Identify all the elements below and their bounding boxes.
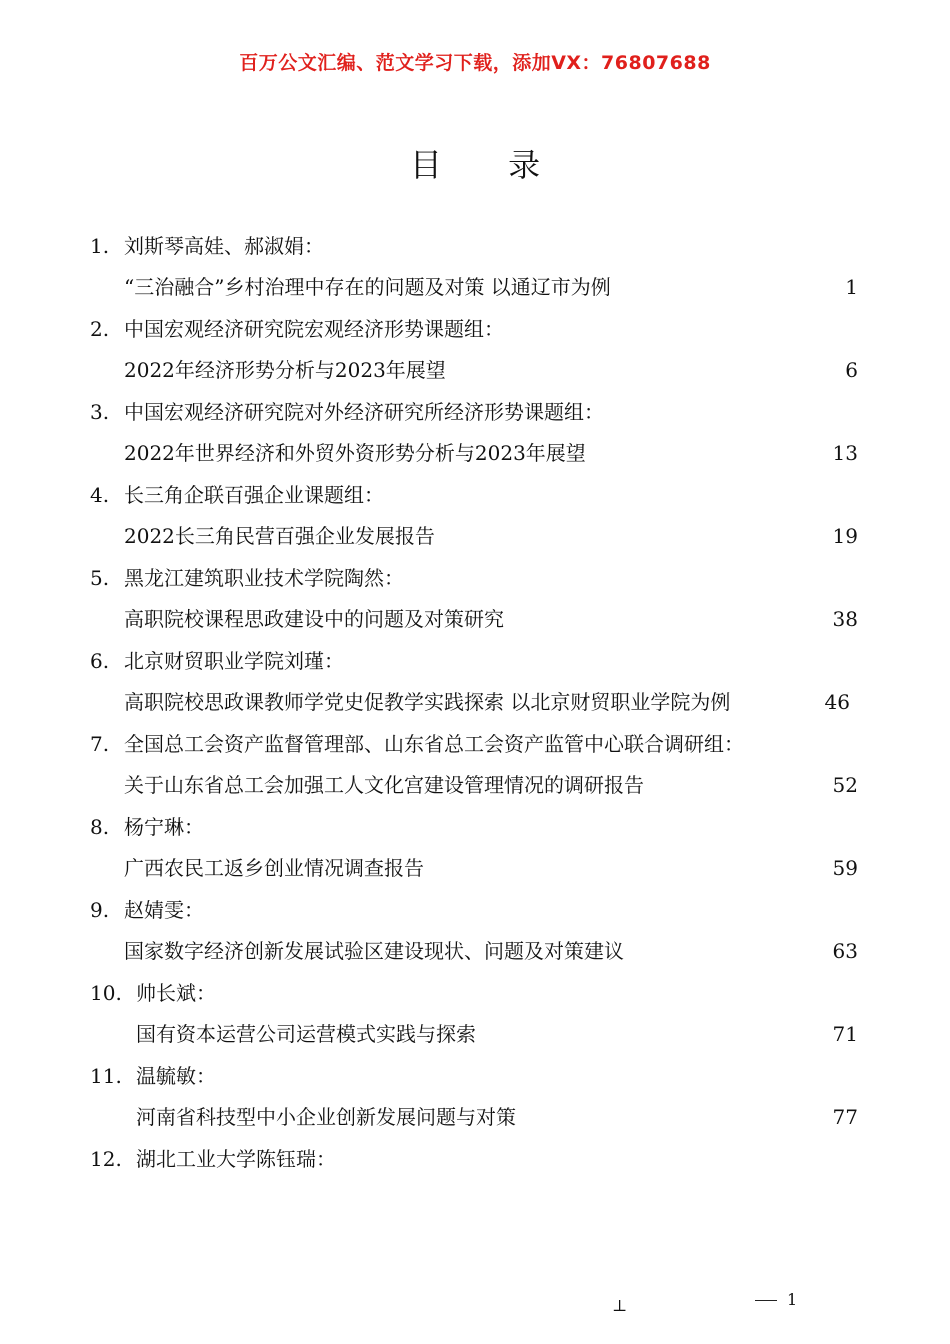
toc-entry bbox=[0, 309, 950, 392]
entry-page: 59 bbox=[832, 856, 858, 880]
entry-number: 9. bbox=[90, 898, 110, 922]
toc-entry bbox=[0, 475, 950, 558]
entry-number: 11. bbox=[90, 1064, 122, 1088]
entry-author: 帅长斌： bbox=[136, 981, 216, 1005]
entry-author: 中国宏观经济研究院宏观经济形势课题组： bbox=[124, 317, 504, 341]
toc-entry bbox=[0, 973, 950, 1056]
entry-author: 长三角企联百强企业课题组： bbox=[124, 483, 384, 507]
entry-title[interactable]: 高职院校思政课教师学党史促教学实践探索 以北京财贸职业学院为例 bbox=[124, 690, 731, 714]
footer-page-number bbox=[755, 1290, 797, 1309]
entry-author: 刘斯琴高娃、郝淑娟： bbox=[124, 234, 324, 258]
entry-title[interactable]: “三治融合”乡村治理中存在的问题及对策 以通辽市为例 bbox=[124, 275, 611, 299]
table-of-contents bbox=[0, 226, 950, 1222]
entry-number: 2. bbox=[90, 317, 110, 341]
entry-number: 5. bbox=[90, 566, 110, 590]
entry-number: 10. bbox=[90, 981, 122, 1005]
entry-page: 38 bbox=[832, 607, 858, 631]
toc-entry bbox=[0, 1056, 950, 1139]
entry-page: 71 bbox=[832, 1022, 858, 1046]
entry-author: 湖北工业大学陈钰瑞： bbox=[136, 1147, 336, 1171]
entry-number: 8. bbox=[90, 815, 110, 839]
toc-entry bbox=[0, 641, 950, 724]
entry-title[interactable]: 2022年经济形势分析与2023年展望 bbox=[124, 358, 446, 382]
toc-entry bbox=[0, 724, 950, 807]
entry-page: 6 bbox=[845, 358, 858, 382]
entry-author: 北京财贸职业学院刘瑾： bbox=[124, 649, 344, 673]
entry-author: 杨宁琳： bbox=[124, 815, 204, 839]
entry-title[interactable]: 2022年世界经济和外贸外资形势分析与2023年展望 bbox=[124, 441, 586, 465]
entry-title[interactable]: 国家数字经济创新发展试验区建设现状、问题及对策建议 bbox=[124, 939, 624, 963]
watermark-header: 百万公文汇编、范文学习下载，添加VX：76807688 bbox=[239, 52, 711, 74]
footer-dash bbox=[755, 1300, 777, 1301]
entry-title[interactable]: 关于山东省总工会加强工人文化宫建设管理情况的调研报告 bbox=[124, 773, 644, 797]
page-title: 目 录 bbox=[409, 146, 569, 184]
toc-entry bbox=[0, 807, 950, 890]
entry-number: 1. bbox=[90, 234, 110, 258]
entry-page: 46 bbox=[824, 690, 850, 714]
entry-page: 13 bbox=[832, 441, 858, 465]
entry-author: 中国宏观经济研究院对外经济研究所经济形势课题组： bbox=[124, 400, 604, 424]
entry-number: 4. bbox=[90, 483, 110, 507]
entry-title[interactable]: 高职院校课程思政建设中的问题及对策研究 bbox=[124, 607, 504, 631]
toc-entry bbox=[0, 226, 950, 309]
entry-number: 6. bbox=[90, 649, 110, 673]
entry-title[interactable]: 广西农民工返乡创业情况调查报告 bbox=[124, 856, 424, 880]
page-number: 1 bbox=[787, 1290, 798, 1309]
entry-title[interactable]: 2022长三角民营百强企业发展报告 bbox=[124, 524, 435, 548]
footer-mark: ⊥ bbox=[612, 1296, 628, 1315]
entry-author: 全国总工会资产监督管理部、山东省总工会资产监管中心联合调研组： bbox=[124, 732, 744, 756]
entry-author: 温毓敏： bbox=[136, 1064, 216, 1088]
entry-page: 77 bbox=[832, 1105, 858, 1129]
entry-number: 3. bbox=[90, 400, 110, 424]
entry-number: 7. bbox=[90, 732, 110, 756]
toc-entry bbox=[0, 558, 950, 641]
entry-page: 63 bbox=[832, 939, 858, 963]
entry-page: 19 bbox=[832, 524, 858, 548]
toc-entry bbox=[0, 392, 950, 475]
entry-title[interactable]: 河南省科技型中小企业创新发展问题与对策 bbox=[136, 1105, 516, 1129]
toc-entry bbox=[0, 1139, 950, 1222]
toc-entry bbox=[0, 890, 950, 973]
entry-author: 黑龙江建筑职业技术学院陶然： bbox=[124, 566, 404, 590]
entry-title[interactable]: 国有资本运营公司运营模式实践与探索 bbox=[136, 1022, 476, 1046]
entry-page: 52 bbox=[832, 773, 858, 797]
entry-page: 1 bbox=[845, 275, 858, 299]
entry-author: 赵婧雯： bbox=[124, 898, 204, 922]
entry-number: 12. bbox=[90, 1147, 122, 1171]
